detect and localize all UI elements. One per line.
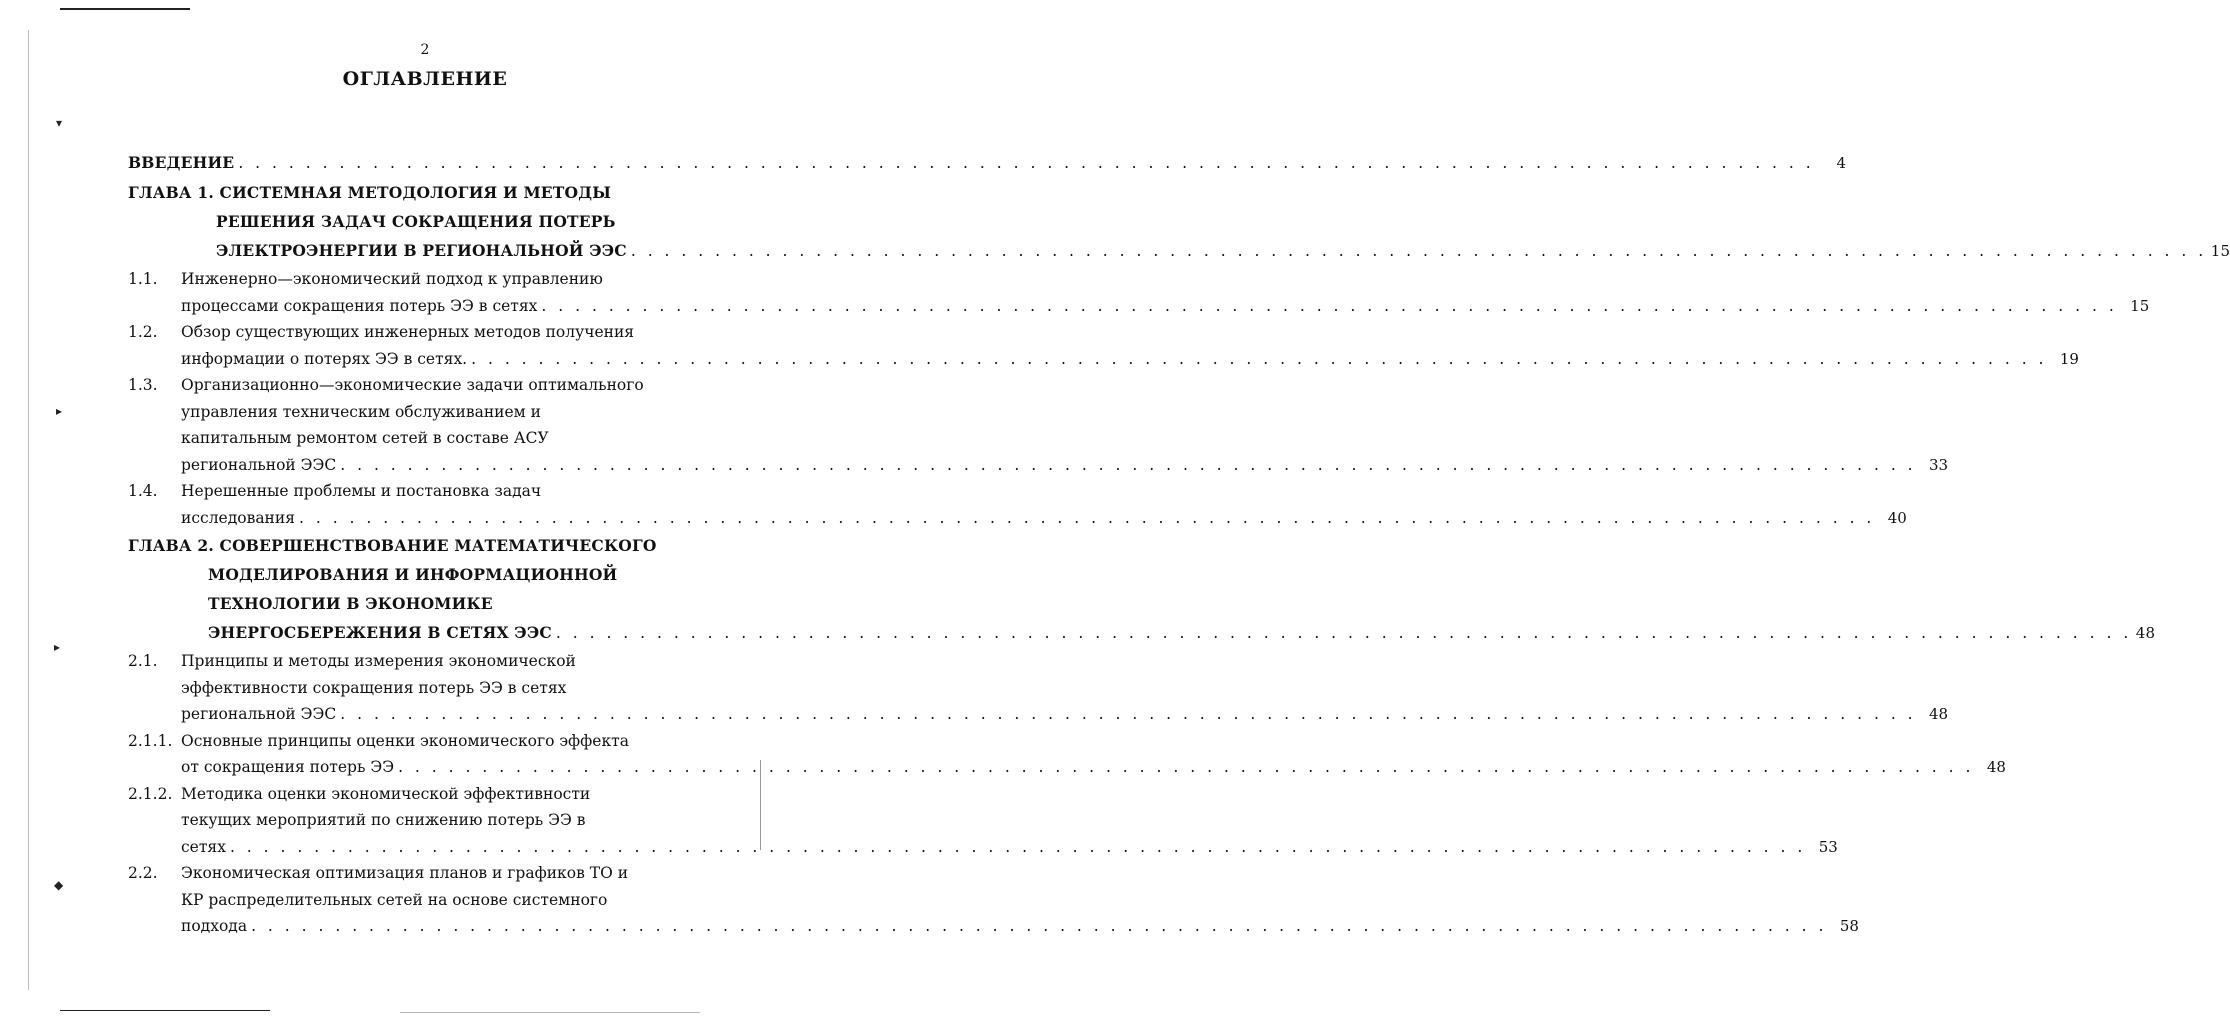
toc-page: 48	[1986, 758, 2006, 776]
toc-page: 48	[2135, 624, 2156, 642]
scan-mark: ◆	[54, 878, 64, 892]
toc-line: ЭЛЕКТРОЭНЕРГИИ В РЕГИОНАЛЬНОЙ ЭЭС	[216, 241, 627, 260]
toc-line: капитальным ремонтом сетей в составе АСУ	[181, 429, 549, 447]
toc-line: текущих мероприятий по снижению потерь ЭЭ в	[181, 811, 586, 829]
toc-entry-chapter-1	[128, 178, 2230, 266]
toc-line: Организационно—экономические задачи оптимального	[181, 376, 644, 394]
section-number: 1.1.	[128, 270, 158, 288]
toc-line: эффективности сокращения потерь ЭЭ в сетях	[181, 678, 567, 697]
scan-mark: ▾	[56, 116, 63, 130]
toc-page: 4	[1836, 154, 1847, 172]
dot-leader	[398, 754, 1974, 781]
toc-line: сетях	[181, 837, 226, 856]
toc-entry-2-1-1	[128, 728, 2006, 781]
scan-edge-line	[400, 1012, 700, 1013]
section-number: 2.1.2.	[128, 784, 173, 803]
dot-leader	[471, 346, 2047, 373]
toc-line: ТЕХНОЛОГИИ В ЭКОНОМИКЕ	[208, 594, 493, 613]
dot-leader	[556, 624, 2132, 642]
toc-line: Экономическая оптимизация планов и графиков ТО и	[181, 864, 629, 882]
dot-leader	[541, 293, 2117, 320]
dot-leader	[238, 149, 1814, 178]
toc-line: Основные принципы оценки экономического эффекта	[181, 731, 629, 750]
toc-page: 33	[1929, 455, 1949, 474]
toc-entry-1-1	[128, 266, 2150, 319]
toc-page: 58	[1839, 917, 1859, 935]
toc-page: 15	[2210, 242, 2230, 260]
section-number: 2.1.1.	[128, 731, 173, 750]
toc-page: 48	[1929, 705, 1949, 723]
toc-line: информации о потерях ЭЭ в сетях.	[181, 349, 468, 368]
section-number: 2.1.	[128, 652, 158, 670]
toc-line: ЭНЕРГОСБЕРЕЖЕНИЯ В СЕТЯХ ЭЭС	[208, 623, 552, 642]
toc-page: 53	[1818, 837, 1838, 856]
toc-line: Методика оценки экономической эффективности	[181, 784, 591, 803]
toc-page: 19	[2059, 349, 2079, 368]
toc-line: ГЛАВА 1. СИСТЕМНАЯ МЕТОДОЛОГИЯ И МЕТОДЫ	[128, 183, 612, 202]
toc-entry-intro	[128, 148, 1847, 178]
toc-line: региональной ЭЭС	[181, 705, 337, 723]
toc-line: КР распределительных сетей на основе системного	[181, 890, 608, 909]
toc-entry-1-2	[128, 319, 2079, 372]
dot-leader	[340, 701, 1916, 728]
toc-line: региональной ЭЭС	[181, 455, 337, 474]
toc-entry-1-4	[128, 478, 1907, 531]
section-number: 1.2.	[128, 323, 158, 341]
scan-edge-line	[60, 8, 190, 10]
scan-edge-line	[760, 760, 761, 850]
toc-entry-chapter-2	[128, 531, 2156, 648]
dot-leader	[299, 505, 1875, 532]
toc-line: подхода	[181, 917, 248, 935]
section-number: 1.4.	[128, 482, 158, 500]
toc-line: исследования	[181, 508, 295, 527]
toc-line: ГЛАВА 2. СОВЕРШЕНСТВОВАНИЕ МАТЕМАТИЧЕСКОГО	[128, 536, 657, 555]
dot-leader	[230, 834, 1806, 861]
toc-line: процессами сокращения потерь ЭЭ в сетях	[181, 296, 538, 315]
toc-page: 15	[2130, 296, 2150, 315]
dot-leader	[251, 913, 1827, 940]
toc-line: Инженерно—экономический подход к управлению	[181, 270, 603, 288]
page-number: 2	[420, 42, 430, 58]
toc-entry-2-2	[128, 860, 1859, 940]
toc-entry-1-3	[128, 372, 1949, 478]
toc-line: МОДЕЛИРОВАНИЯ И ИНФОРМАЦИОННОЙ	[208, 565, 618, 584]
toc-line: Принципы и методы измерения экономической	[181, 652, 576, 670]
toc-line: РЕШЕНИЯ ЗАДАЧ СОКРАЩЕНИЯ ПОТЕРЬ	[216, 212, 616, 231]
toc-page: 40	[1887, 508, 1907, 527]
scan-edge-line	[28, 30, 29, 990]
toc-line: Нерешенные проблемы и постановка задач	[181, 482, 542, 500]
section-number: 1.3.	[128, 376, 158, 394]
dot-leader	[631, 242, 2207, 260]
scan-mark: ▸	[54, 640, 61, 654]
dot-leader	[340, 452, 1916, 479]
scan-mark: ▸	[56, 404, 63, 418]
scan-edge-line	[60, 1010, 270, 1011]
toc-line: от сокращения потерь ЭЭ	[181, 758, 395, 776]
toc-line: ВВЕДЕНИЕ	[128, 153, 235, 172]
toc-entry-2-1	[128, 648, 1949, 728]
toc-entry-2-1-2	[128, 781, 1838, 861]
toc-line: Обзор существующих инженерных методов получения	[181, 323, 635, 341]
page-title: ОГЛАВЛЕНИЕ	[342, 68, 508, 90]
toc-line: управления техническим обслуживанием и	[181, 402, 541, 421]
table-of-contents	[128, 148, 2230, 940]
section-number: 2.2.	[128, 864, 158, 882]
